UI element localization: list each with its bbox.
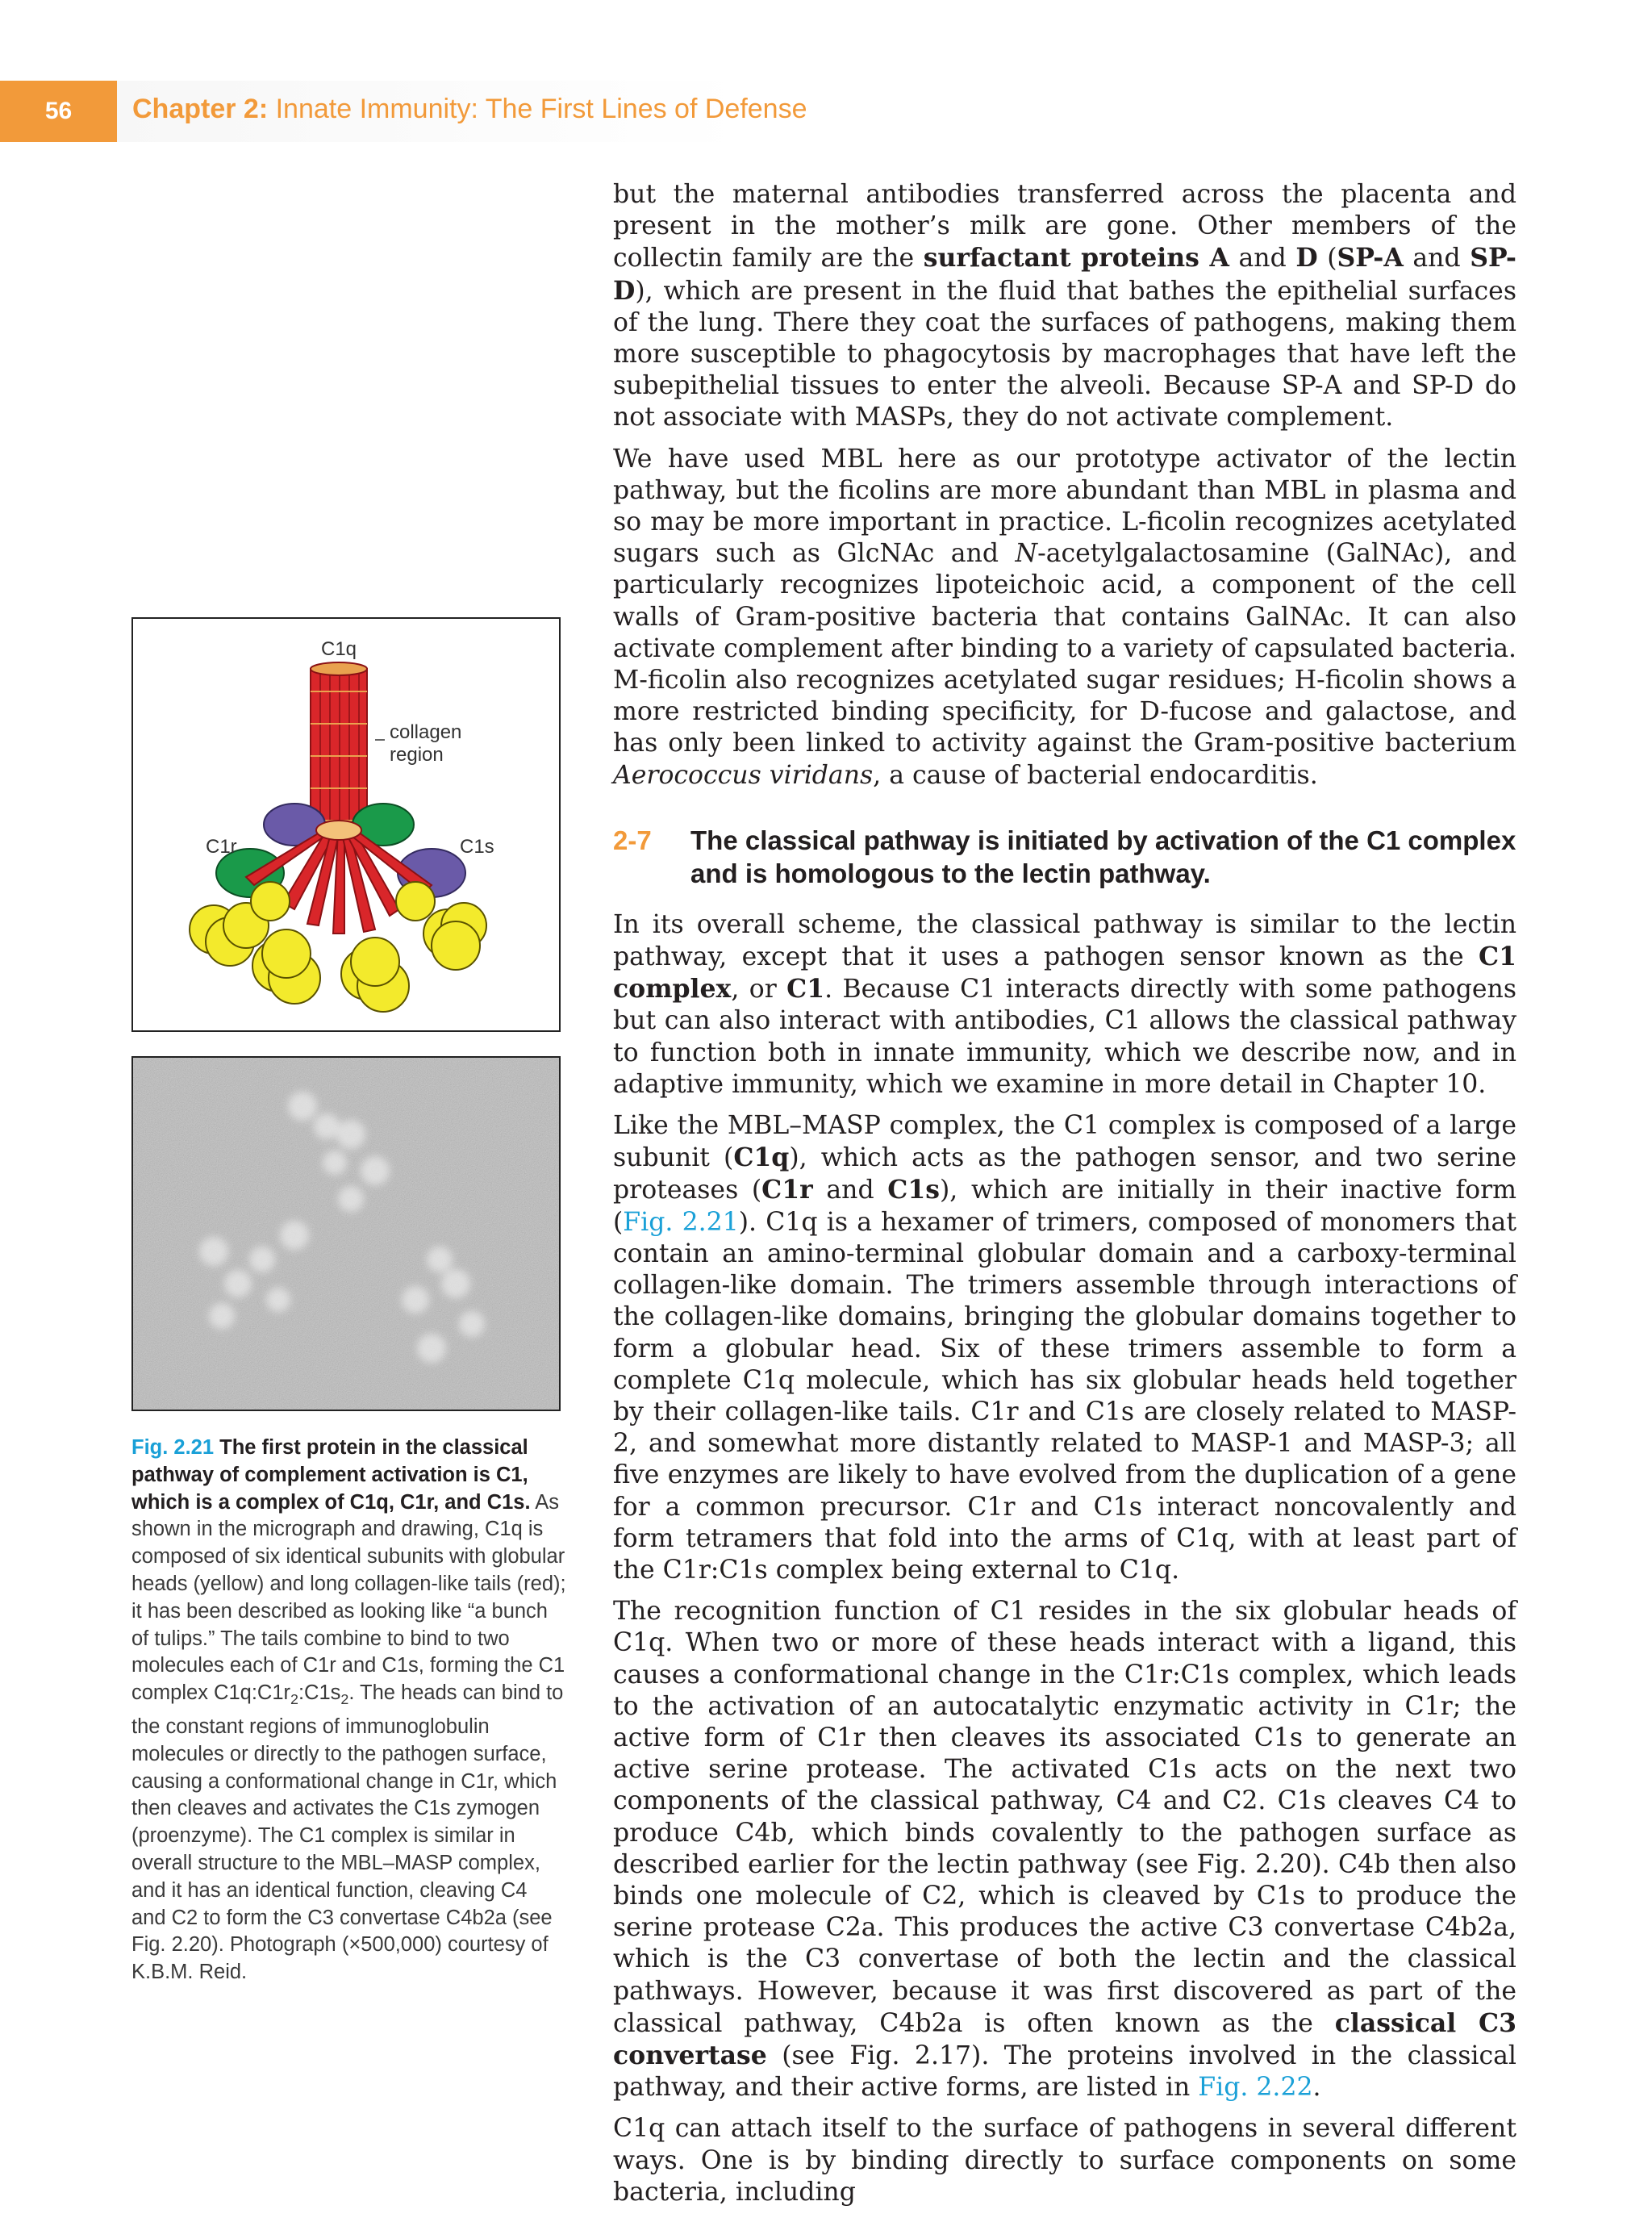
collagen-stalk [311,669,367,830]
term-c1q: C1q [733,1142,790,1173]
figure-text-3: . The heads can bind to the constant regions of immunoglobulin molecules or directly to the pathogen surface, causing a conformational change in C1r, which then cleaves and activates the C1s zymogen (proenzyme). The C1 complex is similar in overall structure to the MBL–MASP complex, and it has an identical function, cleaving C4 and C2 to form the C3 convertase C4b2a (see Fig. 2.20). Photograph (×500,000) courtesy of K.B.M. Reid. [131,1681,564,1984]
term-c1-complex: C1 complex [613,942,1516,1005]
section-number: 2-7 [613,825,652,855]
p4-text: ), which are initially in their inactive form ( [613,1176,1516,1237]
figure-sub-2: 2 [340,1691,349,1708]
label-c1q: C1q [320,638,357,660]
chapter-label: Chapter 2: [132,94,269,124]
c1-complex-drawing [133,619,562,1034]
p5-text: The recognition function of C1 resides in the six globular heads of C1q. When two or more of these heads interact with a ligand, this causes a conformational change in the C1r:C1s complex, which leads to the activation of an autocatalytic enzymatic activity in C1r; the active form of C1r then cleaves its associated C1s to generate an active serine protease. The activated C1s acts on the next two components of the classical pathway, C4 and C2. C1s cleaves C4 to produce C4b, which binds covalently to the pathogen surface as described earlier for the lectin pathway (see Fig. 2.20). C4b then also binds one molecule of C2, which is cleaved by C1s to produce the serine protease C2a. This produces the active C3 convertase C4b2a, which is the C3 convertase of both the lectin and the classical pathways. However, because it was first discovered as part of the classical pathway, C4b2a is often known as the [613,1597,1516,2038]
term-spa-abbrev: SP-A [1337,243,1404,274]
p3-text: . Because C1 interacts directly with some pathogens but can also interact with antibodies, C1 allows the classical pathway to function both in innate immunity, which we describe now, and in adaptive immunity, which we examine in more detail in Chapter 10. [613,975,1516,1099]
figure-text-1: As shown in the micrograph and drawing, C1q is composed of six identical subunits with globular heads (yellow) and long collagen-like tails (red); it has been described as looking like “a bunch of tulips.” The tails combine to bind to two molecules each of C1r and C1s, forming the C1 complex C1q:C1r [131,1490,566,1705]
p1-text: and [1403,244,1471,274]
term-classical-c3-convertase: classical C3 convertase [613,2007,1516,2070]
micrograph [131,1056,561,1411]
paragraph-5 [613,1596,1516,2103]
p2-italic: N [1015,539,1038,569]
paragraph-3 [613,909,1516,1101]
term-spd-abbrev: SP-D [613,243,1516,306]
figure-label: Fig. 2.21 [131,1436,215,1459]
running-head [132,94,807,125]
fig-2-21-link[interactable]: Fig. 2.21 [623,1207,739,1237]
p4-text: Like the MBL–MASP complex, the C1 complex is composed of a large subunit ( [613,1111,1516,1173]
figure-title: The first protein in the classical pathway of complement activation is C1, which is a complex of C1q, C1r, and C1s. [131,1436,531,1514]
term-c1s: C1s [887,1175,941,1205]
p4-text: ). C1q is a hexamer of trimers, composed of monomers that contain an amino-terminal globular domain and a carboxy-terminal collagen-like domain. The trimers assemble through interactions of the collagen-like domains, bringing the globular domains together to form a globular head. Six of these trimers assemble to form a complete C1q molecule, which has six globular heads held together by their collagen-like tails. C1r and C1s are closely related to MASP-2, and somewhat more distantly related to MASP-1 and MASP-3; all five enzymes are likely to have evolved from the duplication of a gene for a common precursor. C1r and C1s interact noncovalently and form tetramers that fold into the arms of C1q, with at least part of the C1r:C1s complex being external to C1q. [613,1207,1516,1585]
p2-text: We have used MBL here as our prototype activator of the lectin pathway, but the ficolins are more abundant than MBL in plasma and so may be more important in practice. L-ficolin recognizes acetylated sugars such as GlcNAc and [613,444,1516,569]
label-collagen-2: region [390,744,444,766]
label-c1r: C1r [206,836,237,858]
paragraph-1 [613,179,1516,434]
figure-text-2: :C1s [298,1681,341,1705]
p4-text: ), which acts as the pathogen sensor, and two serine proteases ( [613,1143,1516,1205]
p1-text: ), which are present in the fluid that bathes the epithelial surfaces of the lung. There they coat the surfaces of pathogens, making them more susceptible to phagocytosis by macrophages that have left the subepithelial tissues to enter the alveoli. Because SP-A and SP-D do not associate with MASPs, they do not activate complement. [613,276,1516,432]
label-c1s: C1s [460,836,494,858]
fig-2-22-link[interactable]: Fig. 2.22 [1198,2073,1313,2103]
p1-text: ( [1317,244,1337,274]
p5-text: (see Fig. 2.17). The proteins involved in the classical pathway, and their active forms, are listed in [613,2040,1516,2103]
p3-text: , or [731,975,787,1005]
p2-text: , a cause of bacterial endocarditis. [873,760,1318,790]
term-d: D [1295,243,1318,274]
paragraph-2 [613,444,1516,792]
chapter-title: Innate Immunity: The First Lines of Defense [275,94,807,124]
p4-text: and [812,1176,888,1205]
term-c1: C1 [786,974,825,1005]
term-sp-a: surfactant proteins A [923,243,1229,274]
paragraph-6: C1q can attach itself to the surface of pathogens in several different ways. One is by binding directly to surface components on some bacteria, including [613,2114,1516,2207]
body-text [613,179,1516,2218]
p2-species: Aerococcus viridans [613,760,874,790]
paragraph-4 [613,1110,1516,1586]
section-heading [613,824,1516,890]
p1-text: and [1229,244,1296,274]
term-c1r: C1r [761,1175,813,1205]
p2-text: -acetylgalactosamine (GalNAc), and particularly recognizes lipoteichoic acid, a component of the cell walls of Gram-positive bacteria that contains GalNAc. It can also activate complement after binding to a variety of capsulated bacteria. M-ficolin also recognizes acetylated sugar residues; H-ficolin shows a more restricted binding specificity, for D-fucose and galactose, and has only been linked to activity against the Gram-positive bacterium [613,539,1517,758]
label-collagen-1: collagen [390,721,462,743]
section-title: The classical pathway is initiated by activation of the C1 complex and is homologous to the lectin pathway. [690,825,1516,888]
page-number: 56 [0,81,117,142]
c1-complex-diagram [131,617,561,1032]
p3-text: In its overall scheme, the classical pathway is similar to the lectin pathway, except that it uses a pathogen sensor known as the [613,909,1516,972]
figure-sub-1: 2 [290,1691,298,1708]
p1-text: but the maternal antibodies transferred across the placenta and present in the mother’s milk are gone. Other members of the collectin family are the [613,180,1516,274]
micrograph-image [133,1058,561,1411]
p5-text: . [1312,2073,1321,2103]
figure-caption [131,1435,567,1986]
